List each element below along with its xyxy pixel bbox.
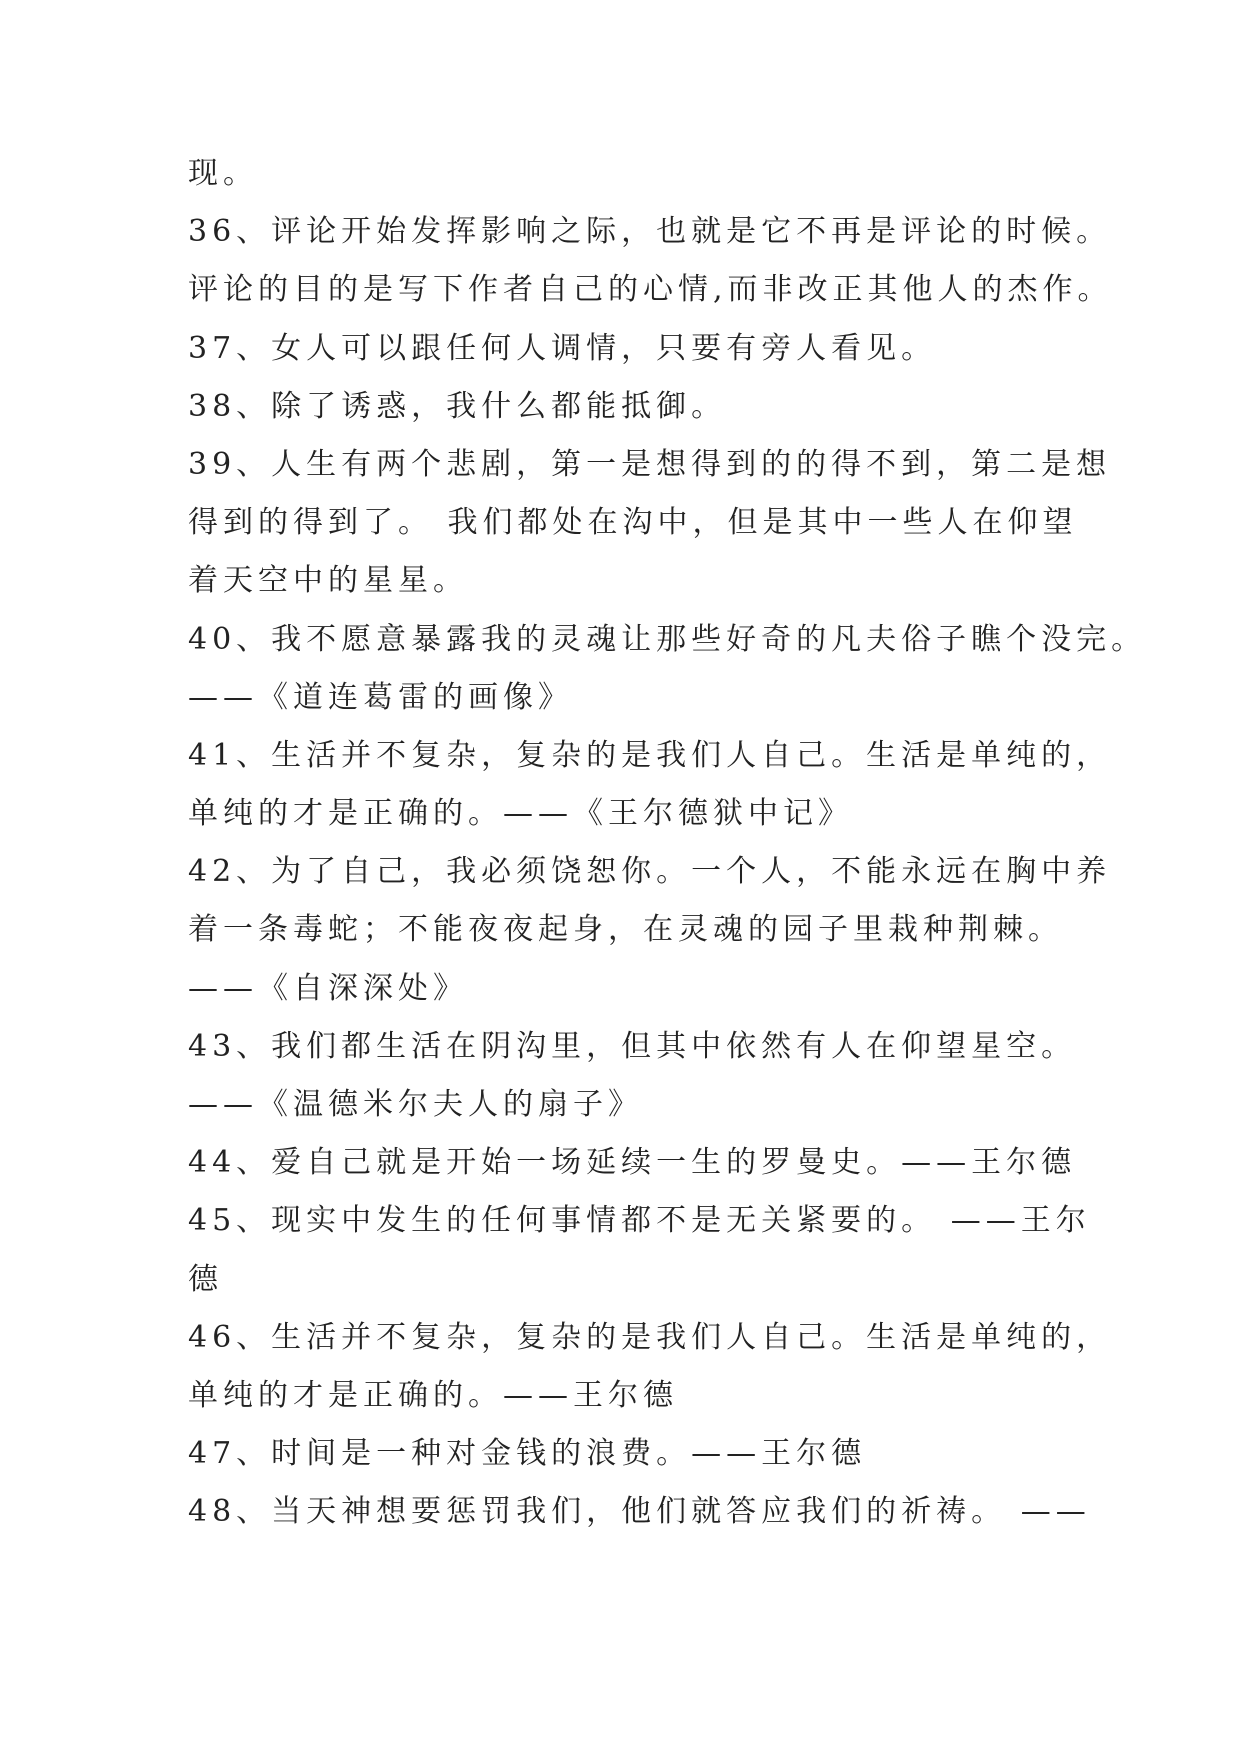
text-line: 48、当天神想要惩罚我们，他们就答应我们的祈祷。 —— (188, 1494, 1091, 1530)
text-line: 43、我们都生活在阴沟里，但其中依然有人在仰望星空。 (188, 1028, 1077, 1064)
text-line: 单纯的才是正确的。——王尔德 (188, 1377, 678, 1413)
text-line: 47、时间是一种对金钱的浪费。——王尔德 (188, 1436, 867, 1472)
text-line: 42、为了自己，我必须饶恕你。一个人，不能永远在胸中养 (188, 854, 1112, 890)
text-line: 36、评论开始发挥影响之际，也就是它不再是评论的时候。 (188, 214, 1112, 250)
text-line: 单纯的才是正确的。——《王尔德狱中记》 (188, 796, 853, 832)
text-line: ——《温德米尔夫人的扇子》 (188, 1087, 643, 1122)
text-line: 着一条毒蛇；不能夜夜起身，在灵魂的园子里栽种荆棘。 (188, 912, 1063, 948)
text-line: 现。 (188, 156, 258, 191)
text-line: 44、爱自己就是开始一场延续一生的罗曼史。——王尔德 (188, 1145, 1077, 1181)
text-line: 40、我不愿意暴露我的灵魂让那些好奇的凡夫俗子瞧个没完。 (188, 621, 1147, 657)
text-line: 评论的目的是写下作者自己的心情,而非改正其他人的杰作。 (188, 272, 1113, 308)
text-line: ——《自深深处》 (188, 970, 468, 1006)
text-line: 45、现实中发生的任何事情都不是无关紧要的。 ——王尔 (188, 1203, 1091, 1239)
text-line: 着天空中的星星。 (188, 563, 468, 599)
text-line: 46、生活并不复杂，复杂的是我们人自己。生活是单纯的， (188, 1319, 1112, 1355)
quote-text-block (188, 156, 1147, 1555)
text-line: 38、除了诱惑，我什么都能抵御。 (188, 388, 727, 424)
text-line: 德 (188, 1261, 223, 1297)
text-line: 41、生活并不复杂，复杂的是我们人自己。生活是单纯的， (188, 737, 1112, 773)
text-line: 37、女人可以跟任何人调情，只要有旁人看见。 (188, 330, 937, 366)
text-line: 39、人生有两个悲剧，第一是想得到的的得不到，第二是想 (188, 446, 1112, 482)
text-line: ——《道连葛雷的画像》 (188, 679, 573, 715)
text-line: 得到的得到了。 我们都处在沟中，但是其中一些人在仰望 (188, 505, 1078, 541)
